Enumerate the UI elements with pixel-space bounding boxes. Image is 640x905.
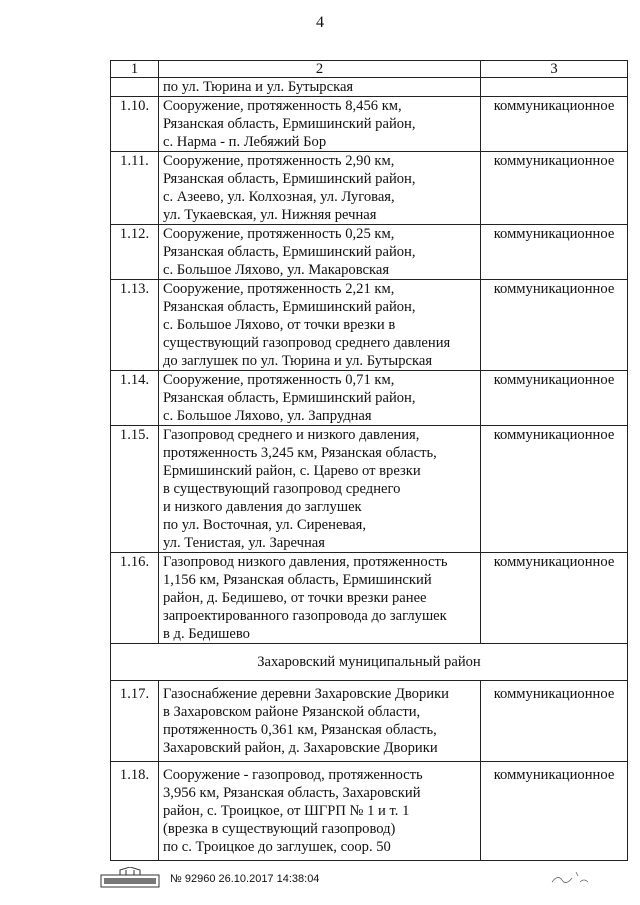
- row-number: 1.15.: [111, 426, 159, 553]
- description-line: Сооружение, протяженность 2,90 км,: [163, 153, 395, 169]
- description-line: по ул. Восточная, ул. Сиреневая,: [163, 517, 366, 533]
- table-row: [111, 681, 628, 762]
- footer: [100, 867, 400, 891]
- table-row: [111, 152, 628, 225]
- row-type: коммуникационное: [481, 681, 628, 762]
- description-line: ул. Тукаевская, ул. Нижняя речная: [163, 207, 377, 223]
- description-line: по с. Троицкое до заглушек, соор. 50: [163, 839, 391, 855]
- row-description: [159, 97, 481, 152]
- description-line: район, д. Бедишево, от точки врезки ранее: [163, 590, 427, 606]
- header-col-3: 3: [481, 61, 628, 78]
- row-number: 1.18.: [111, 762, 159, 861]
- table-row: [111, 225, 628, 280]
- description-line: существующий газопровод среднего давления: [163, 335, 451, 351]
- continuation-desc: [159, 78, 481, 97]
- description-line: протяженность 0,361 км, Рязанская область,: [163, 722, 437, 738]
- row-description: [159, 152, 481, 225]
- row-description: [159, 225, 481, 280]
- description-line: Рязанская область, Ермишинский район,: [163, 244, 416, 260]
- registration-number: № 92960 26.10.2017 14:38:04: [170, 873, 320, 885]
- description-line: Захаровский район, д. Захаровские Дворики: [163, 740, 438, 756]
- row-number: 1.12.: [111, 225, 159, 280]
- description-line: 3,956 км, Рязанская область, Захаровский: [163, 785, 421, 801]
- row-type: коммуникационное: [481, 152, 628, 225]
- description-line: с. Большое Ляхово, ул. Запрудная: [163, 408, 372, 424]
- header-col-1: 1: [111, 61, 159, 78]
- description-line: и низкого давления до заглушек: [163, 499, 362, 515]
- description-line: в существующий газопровод среднего: [163, 481, 401, 497]
- row-number: 1.16.: [111, 553, 159, 644]
- description-line: Сооружение, протяженность 0,25 км,: [163, 226, 395, 242]
- row-number: 1.13.: [111, 280, 159, 371]
- description-line: Сооружение - газопровод, протяженность: [163, 767, 423, 783]
- description-line: Газопровод низкого давления, протяженность: [163, 554, 448, 570]
- signature-icon: [550, 868, 590, 888]
- row-type: коммуникационное: [481, 371, 628, 426]
- row-description: [159, 762, 481, 861]
- row-number: 1.14.: [111, 371, 159, 426]
- description-line: Рязанская область, Ермишинский район,: [163, 390, 416, 406]
- row-description: [159, 426, 481, 553]
- row-description: [159, 371, 481, 426]
- table-row: [111, 762, 628, 861]
- table-row: [111, 426, 628, 553]
- continuation-line: по ул. Тюрина и ул. Бутырская: [163, 79, 354, 95]
- description-line: Газоснабжение деревни Захаровские Дворики: [163, 686, 449, 702]
- continuation-type: [481, 78, 628, 97]
- row-type: коммуникационное: [481, 225, 628, 280]
- description-line: Ермишинский район, с. Царево от врезки: [163, 463, 421, 479]
- section-title: Захаровский муниципальный район: [111, 644, 628, 681]
- description-line: запроектированного газопровода до заглушек: [163, 608, 447, 624]
- description-line: протяженность 3,245 км, Рязанская область,: [163, 445, 437, 461]
- row-number: 1.11.: [111, 152, 159, 225]
- section-row: [111, 644, 628, 681]
- description-line: с. Азеево, ул. Колхозная, ул. Луговая,: [163, 189, 395, 205]
- row-description: [159, 280, 481, 371]
- description-line: в д. Бедишево: [163, 626, 250, 642]
- description-line: 1,156 км, Рязанская область, Ермишинский: [163, 572, 432, 588]
- description-line: ул. Тенистая, ул. Заречная: [163, 535, 325, 551]
- registry-table: [110, 60, 628, 861]
- row-type: коммуникационное: [481, 426, 628, 553]
- description-line: Сооружение, протяженность 2,21 км,: [163, 281, 395, 297]
- description-line: с. Большое Ляхово, ул. Макаровская: [163, 262, 390, 278]
- row-type: коммуникационное: [481, 97, 628, 152]
- registry-table-body: [111, 61, 628, 861]
- row-type: коммуникационное: [481, 762, 628, 861]
- description-line: (врезка в существующий газопровод): [163, 821, 396, 837]
- row-description: [159, 681, 481, 762]
- description-line: Сооружение, протяженность 0,71 км,: [163, 372, 395, 388]
- description-line: Сооружение, протяженность 8,456 км,: [163, 98, 402, 114]
- description-line: до заглушек по ул. Тюрина и ул. Бутырская: [163, 353, 433, 369]
- header-col-2: 2: [159, 61, 481, 78]
- table-row: [111, 280, 628, 371]
- continuation-num: [111, 78, 159, 97]
- description-line: Рязанская область, Ермишинский район,: [163, 116, 416, 132]
- description-line: Газопровод среднего и низкого давления,: [163, 427, 420, 443]
- continuation-row: [111, 78, 628, 97]
- row-number: 1.10.: [111, 97, 159, 152]
- description-line: с. Нарма - п. Лебяжий Бор: [163, 134, 327, 150]
- table-row: [111, 97, 628, 152]
- description-line: район, с. Троицкое, от ШГРП № 1 и т. 1: [163, 803, 410, 819]
- description-line: в Захаровском районе Рязанской области,: [163, 704, 421, 720]
- description-line: Рязанская область, Ермишинский район,: [163, 171, 416, 187]
- table-row: [111, 371, 628, 426]
- description-line: с. Большое Ляхово, от точки врезки в: [163, 317, 396, 333]
- table-row: [111, 553, 628, 644]
- row-number: 1.17.: [111, 681, 159, 762]
- description-line: Рязанская область, Ермишинский район,: [163, 299, 416, 315]
- row-type: коммуникационное: [481, 280, 628, 371]
- header-row: [111, 61, 628, 78]
- row-type: коммуникационное: [481, 553, 628, 644]
- page-number: 4: [316, 14, 324, 31]
- row-description: [159, 553, 481, 644]
- registry-stamp-icon: [100, 867, 160, 889]
